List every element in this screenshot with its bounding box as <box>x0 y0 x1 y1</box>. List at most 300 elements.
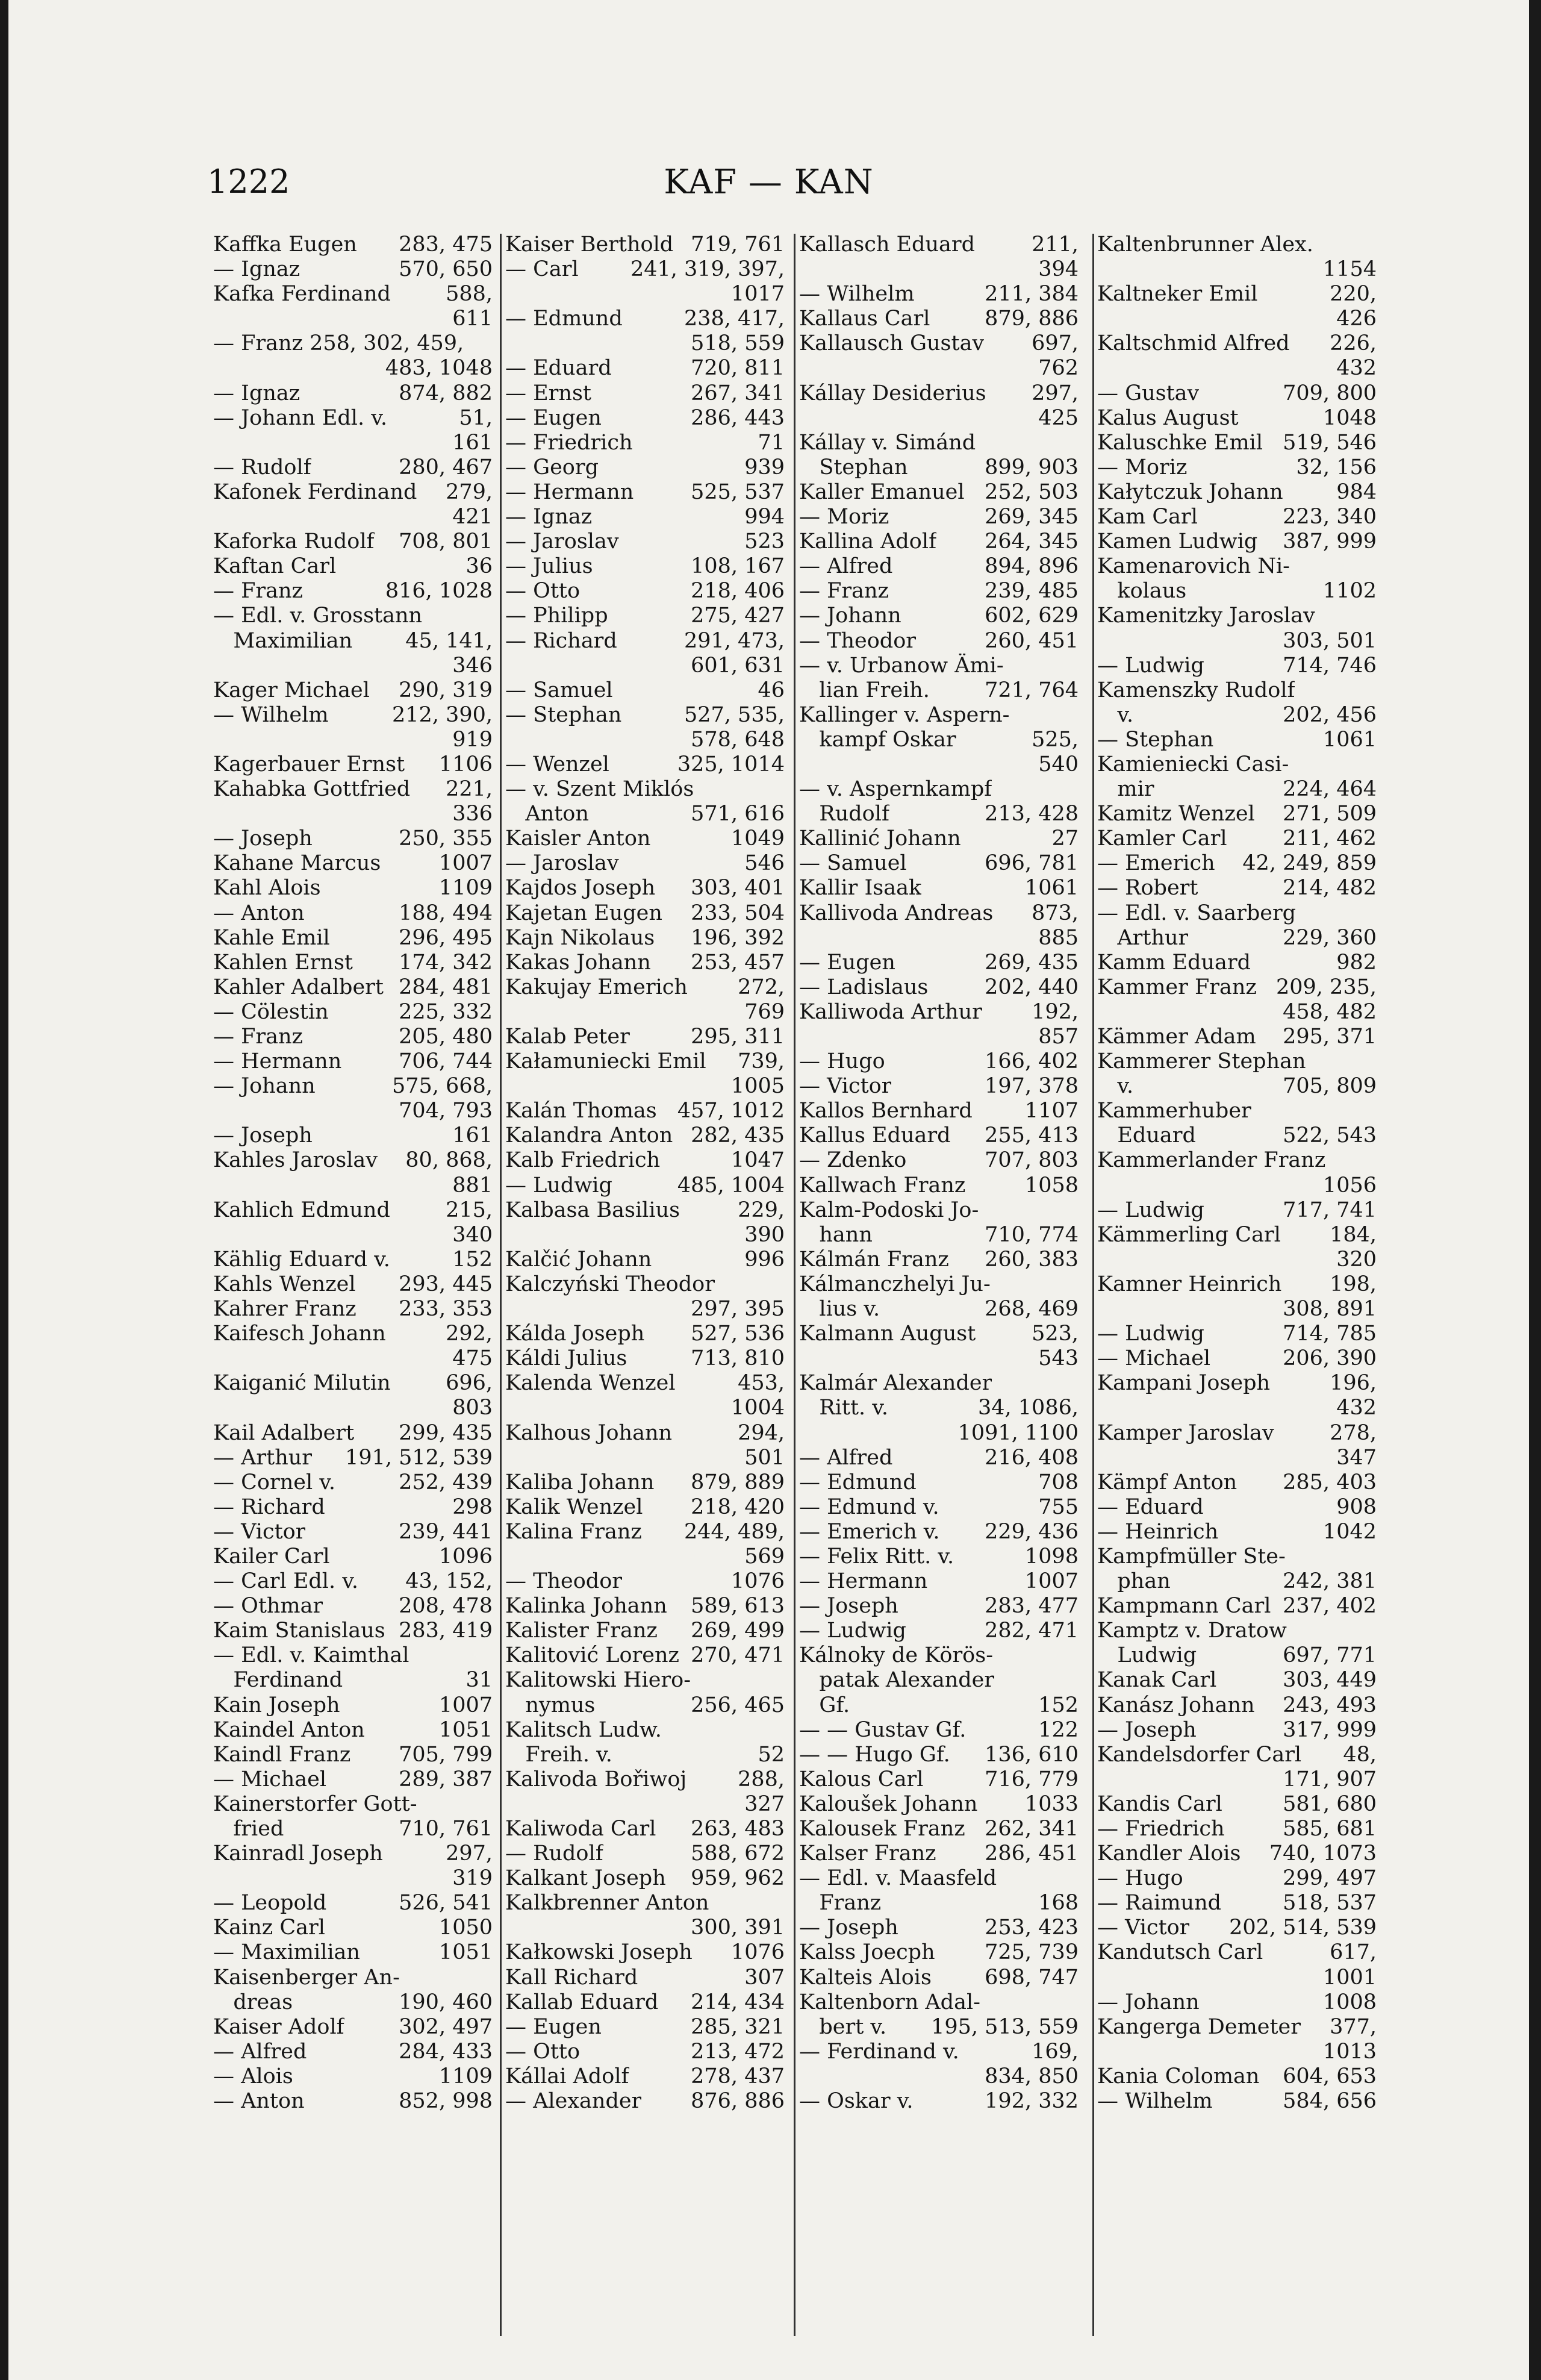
entry-name: Kaller Emanuel <box>799 479 965 504</box>
entry-pages: 1061 <box>1024 876 1079 901</box>
index-entry <box>213 802 493 826</box>
entry-name: — Ludwig <box>505 1173 612 1198</box>
entry-pages: 31 <box>465 1668 493 1693</box>
index-entry <box>799 1545 1079 1569</box>
index-entry <box>505 678 785 703</box>
entry-name: — Oskar v. <box>799 2089 914 2114</box>
entry-pages: 223, 340 <box>1283 505 1377 529</box>
entry-pages: 457, 1012 <box>677 1099 785 1123</box>
index-entry <box>799 678 1079 703</box>
index-entry <box>505 257 785 282</box>
entry-name: v. <box>1097 1074 1134 1099</box>
entry-pages: 394 <box>1038 257 1079 282</box>
page-number: 1222 <box>207 163 290 201</box>
entry-pages: 289, 387 <box>399 1767 493 1791</box>
entry-pages: 283, 475 <box>399 233 493 257</box>
entry-name: Arthur <box>1097 925 1189 950</box>
entry-pages: 291, 473, <box>684 628 785 653</box>
index-entry <box>799 1594 1079 1619</box>
entry-name: Kalus August <box>1097 405 1239 430</box>
index-entry <box>213 529 493 554</box>
index-entry <box>799 406 1079 431</box>
index-entry <box>213 2064 493 2089</box>
entry-pages <box>781 777 785 802</box>
entry-name: — Victor <box>213 1519 306 1544</box>
entry-pages: 197, 378 <box>985 1074 1079 1099</box>
index-entry <box>505 431 785 455</box>
entry-pages: 196, <box>1330 1371 1377 1396</box>
index-entry <box>213 975 493 1000</box>
index-entry <box>1097 307 1377 331</box>
index-entry <box>799 1792 1079 1817</box>
entry-name: Kalán Thomas <box>505 1099 657 1123</box>
index-entry <box>213 1248 493 1272</box>
index-entry <box>505 1074 785 1099</box>
entry-pages: 585, 681 <box>1283 1817 1377 1841</box>
entry-pages: 253, 423 <box>985 1916 1079 1940</box>
entry-name: Kajn Nikolaus <box>505 925 655 950</box>
entry-name: — Richard <box>505 628 617 653</box>
index-entry <box>799 1767 1079 1792</box>
entry-pages: 588, <box>446 282 493 307</box>
entry-pages: 216, 408 <box>985 1445 1079 1470</box>
index-entry <box>213 629 493 654</box>
index-entry <box>213 703 493 728</box>
entry-name: Kainradl Joseph <box>213 1841 383 1866</box>
entry-pages: 1005 <box>730 1074 785 1099</box>
index-entry <box>213 1841 493 1866</box>
entry-pages: 876, 886 <box>691 2089 785 2114</box>
entry-name: — Joseph <box>213 826 313 851</box>
entry-name: Kaisenberger An- <box>213 1965 400 1990</box>
index-entry <box>213 1520 493 1545</box>
entry-pages: 426 <box>1336 307 1377 331</box>
entry-pages: 713, 810 <box>691 1346 785 1371</box>
index-entry <box>1097 1223 1377 1248</box>
entry-name: Kalik Wenzel <box>505 1495 643 1519</box>
entry-name: mir <box>1097 777 1154 802</box>
entry-pages: 295, 311 <box>691 1025 785 1049</box>
index-entry <box>505 629 785 654</box>
entry-pages <box>1075 1643 1079 1668</box>
entry-pages: 282, 471 <box>985 1619 1079 1643</box>
entry-name: — Edl. v. Maasfeld <box>799 1866 997 1891</box>
entry-name: — Edmund <box>799 1470 917 1495</box>
entry-name: bert v. <box>799 2014 887 2039</box>
entry-name: — Alfred <box>799 1445 893 1470</box>
entry-pages: 269, 345 <box>985 505 1079 529</box>
index-entry <box>213 876 493 901</box>
entry-pages: 714, 746 <box>1283 653 1377 678</box>
index-entry <box>505 1940 785 1965</box>
entry-name: Kaindl Franz <box>213 1742 351 1767</box>
entry-pages: 546 <box>744 851 785 876</box>
entry-pages: 707, 803 <box>985 1148 1079 1173</box>
entry-pages: 589, 613 <box>691 1594 785 1619</box>
entry-pages: 1056 <box>1322 1173 1377 1198</box>
entry-name: Kaforka Rudolf <box>213 529 375 554</box>
entry-pages <box>1373 554 1377 579</box>
entry-name: Kahabka Gottfried <box>213 777 411 802</box>
index-entry <box>799 1297 1079 1322</box>
entry-name: dreas <box>213 1990 293 2014</box>
entry-pages: 213, 428 <box>985 802 1079 826</box>
entry-name: — Michael <box>213 1767 327 1791</box>
entry-pages: 229, 436 <box>985 1519 1079 1544</box>
entry-name: Kammer Franz <box>1097 975 1257 999</box>
index-entry <box>505 1866 785 1891</box>
index-entry <box>213 1940 493 1965</box>
index-entry <box>1097 1866 1377 1891</box>
index-entry <box>505 1322 785 1346</box>
entry-pages: 1004 <box>730 1396 785 1420</box>
entry-name: Kallab Eduard <box>505 1990 659 2014</box>
entry-name: — Julius <box>505 554 593 579</box>
index-entry <box>1097 951 1377 975</box>
entry-pages: 285, 403 <box>1283 1470 1377 1495</box>
entry-pages: 725, 739 <box>985 1940 1079 1965</box>
index-entry <box>1097 1718 1377 1743</box>
entry-pages: 834, 850 <box>985 2064 1079 2088</box>
entry-name: Kamenitzky Jaroslav <box>1097 604 1315 628</box>
index-entry <box>799 2064 1079 2089</box>
entry-pages: 575, 668, <box>392 1074 493 1099</box>
index-entry <box>1097 1817 1377 1841</box>
entry-pages: 174, 342 <box>399 950 493 975</box>
entry-pages <box>1373 1619 1377 1643</box>
entry-name: — Raimund <box>1097 1891 1222 1916</box>
entry-pages: 571, 616 <box>691 802 785 826</box>
entry-name: — Wilhelm <box>213 702 329 727</box>
entry-name: kolaus <box>1097 579 1187 604</box>
index-entry <box>505 703 785 728</box>
index-entry <box>213 1297 493 1322</box>
entry-pages: 908 <box>1336 1495 1377 1519</box>
index-entry <box>799 1025 1079 1049</box>
index-entry <box>799 1693 1079 1718</box>
index-entry <box>799 455 1079 480</box>
entry-pages: 719, 761 <box>691 233 785 257</box>
entry-name: — Leopold <box>213 1891 327 1916</box>
entry-pages: 171, 907 <box>1283 1767 1377 1791</box>
index-entry <box>799 1940 1079 1965</box>
entry-pages: 857 <box>1038 1025 1079 1049</box>
entry-name: Kállay Desiderius <box>799 381 986 405</box>
entry-name: — Othmar <box>213 1594 323 1619</box>
entry-name: Kahls Wenzel <box>213 1272 356 1296</box>
entry-name: Kalčić Johann <box>505 1247 652 1272</box>
index-entry <box>213 926 493 951</box>
entry-pages: 286, 443 <box>691 405 785 430</box>
entry-pages: 526, 541 <box>399 1891 493 1916</box>
entry-pages: 152 <box>1038 1693 1079 1717</box>
entry-name: Kaiser Adolf <box>213 2014 344 2039</box>
entry-pages <box>1075 1866 1079 1891</box>
entry-pages: 1048 <box>1322 405 1377 430</box>
entry-pages: 525, <box>1032 727 1079 752</box>
index-entry <box>799 307 1079 331</box>
entry-name: Kakujay Emerich <box>505 975 688 999</box>
entry-pages: 42, 249, 859 <box>1242 851 1377 876</box>
entry-name: — Moriz <box>1097 455 1188 479</box>
index-entry <box>799 331 1079 356</box>
entry-name: Kallir Isaak <box>799 876 922 901</box>
entry-name: Kain Joseph <box>213 1693 340 1717</box>
index-entry <box>799 1000 1079 1025</box>
index-entry <box>1097 1940 1377 1965</box>
index-entry <box>1097 1619 1377 1643</box>
entry-pages: 290, 319 <box>399 678 493 702</box>
entry-name: Kałytczuk Johann <box>1097 479 1283 504</box>
entry-name: — Eugen <box>799 950 895 975</box>
entry-pages: 244, 489, <box>684 1519 785 1544</box>
entry-pages: 1051 <box>438 1717 493 1742</box>
entry-pages: 43, 152, <box>405 1569 493 1594</box>
index-entry <box>1097 752 1377 777</box>
index-entry <box>505 1272 785 1297</box>
index-entry <box>799 356 1079 381</box>
entry-pages: 994 <box>744 505 785 529</box>
entry-pages: 1107 <box>1024 1099 1079 1123</box>
index-entry <box>213 1767 493 1792</box>
entry-pages: 267, 341 <box>691 381 785 405</box>
index-entry <box>505 851 785 876</box>
index-entry <box>1097 1966 1377 1990</box>
entry-pages: 1076 <box>730 1940 785 1965</box>
entry-pages: 570, 650 <box>399 257 493 282</box>
entry-name: Kampmann Carl <box>1097 1594 1271 1619</box>
index-entry <box>1097 802 1377 826</box>
index-entry <box>505 1148 785 1173</box>
entry-pages: 303, 501 <box>1283 628 1377 653</box>
entry-pages: 264, 345 <box>985 529 1079 554</box>
entry-pages: 169, <box>1032 2039 1079 2064</box>
index-entry <box>213 1495 493 1520</box>
entry-name: lian Freih. <box>799 678 930 702</box>
entry-pages <box>781 1891 785 1916</box>
entry-pages: 253, 457 <box>691 950 785 975</box>
index-entry <box>213 1322 493 1346</box>
index-entry <box>213 1000 493 1025</box>
entry-name: Kamper Jaroslav <box>1097 1420 1274 1445</box>
index-entry <box>1097 233 1377 257</box>
index-entry <box>1097 851 1377 876</box>
entry-name: — Johann Edl. v. <box>213 405 387 430</box>
entry-name: Eduard <box>1097 1123 1196 1148</box>
index-entry <box>505 1594 785 1619</box>
index-entry <box>505 356 785 381</box>
entry-name: Kall Richard <box>505 1965 638 1990</box>
entry-name: Kallus Eduard <box>799 1123 951 1148</box>
index-entry <box>799 2040 1079 2064</box>
entry-name: — Ladislaus <box>799 975 929 999</box>
entry-pages: 278, <box>1330 1420 1377 1445</box>
index-entry <box>1097 1545 1377 1569</box>
entry-pages <box>1373 1099 1377 1123</box>
entry-name: Kania Coloman <box>1097 2064 1260 2088</box>
index-entry <box>799 431 1079 455</box>
entry-name: — Otto <box>505 579 581 604</box>
index-entry <box>213 1643 493 1668</box>
index-entry <box>213 1569 493 1594</box>
entry-pages: 224, 464 <box>1283 777 1377 802</box>
entry-name: — Alfred <box>799 554 893 579</box>
entry-pages: 543 <box>1038 1346 1079 1371</box>
entry-pages: 377, <box>1330 2014 1377 2039</box>
entry-pages: 302, 497 <box>399 2014 493 2039</box>
entry-pages: 46 <box>758 678 785 702</box>
entry-name: Kallinić Johann <box>799 826 961 851</box>
entry-pages: 525, 537 <box>691 479 785 504</box>
entry-name: Kamieniecki Casi- <box>1097 752 1289 776</box>
index-entry <box>799 851 1079 876</box>
entry-pages <box>781 1718 785 1743</box>
entry-pages: 432 <box>1336 1396 1377 1420</box>
index-entry <box>213 455 493 480</box>
entry-pages: 268, 469 <box>985 1297 1079 1322</box>
entry-pages: 218, 420 <box>691 1495 785 1519</box>
entry-pages: 1033 <box>1024 1791 1079 1816</box>
index-entry <box>213 2015 493 2040</box>
entry-name: — Carl Edl. v. <box>213 1569 358 1594</box>
entry-pages: 1109 <box>438 2064 493 2088</box>
entry-pages <box>1373 752 1377 777</box>
entry-pages: 52 <box>758 1742 785 1767</box>
entry-pages: 696, 781 <box>985 851 1079 876</box>
index-entry <box>1097 1148 1377 1173</box>
entry-pages: 1096 <box>438 1544 493 1569</box>
entry-pages <box>781 1668 785 1693</box>
index-entry <box>213 1743 493 1767</box>
entry-name: — Victor <box>799 1074 892 1099</box>
index-entry <box>505 1569 785 1594</box>
entry-name: — Ludwig <box>799 1619 906 1643</box>
entry-pages: 191, 512, 539 <box>345 1445 493 1470</box>
entry-pages: 220, <box>1330 282 1377 307</box>
entry-pages: 293, 445 <box>399 1272 493 1296</box>
index-entry <box>213 431 493 455</box>
entry-pages: 390 <box>744 1222 785 1247</box>
index-entry <box>1097 1371 1377 1396</box>
entry-name: Gf. <box>799 1693 850 1717</box>
entry-name: — Maximilian <box>213 1940 360 1965</box>
entry-name: Kailer Carl <box>213 1544 330 1569</box>
index-entry <box>213 1891 493 1916</box>
index-entry <box>799 951 1079 975</box>
entry-pages: 874, 882 <box>399 381 493 405</box>
index-entry <box>213 1545 493 1569</box>
index-entry <box>799 554 1079 579</box>
entry-name: Kamler Carl <box>1097 826 1227 851</box>
index-column-3 <box>799 233 1079 2114</box>
index-entry <box>213 728 493 752</box>
entry-name: — Franz <box>799 579 889 604</box>
entry-name: Kalss Joecph <box>799 1940 935 1965</box>
entry-name: patak Alexander <box>799 1668 995 1693</box>
index-entry <box>1097 554 1377 579</box>
entry-pages: 32, 156 <box>1296 455 1377 479</box>
index-entry <box>799 1396 1079 1420</box>
entry-name: — Richard <box>213 1495 325 1519</box>
entry-pages: 300, 391 <box>691 1916 785 1940</box>
entry-name: — Cornel v. <box>213 1470 336 1495</box>
entry-name: Kaim Stanislaus <box>213 1619 385 1643</box>
index-entry <box>213 826 493 851</box>
index-entry <box>505 876 785 901</box>
entry-name: Kálda Joseph <box>505 1322 645 1346</box>
entry-name: — Ludwig <box>1097 1198 1204 1222</box>
index-entry <box>505 604 785 628</box>
entry-name: Kalm-Podoski Jo- <box>799 1198 979 1222</box>
entry-pages: 202, 440 <box>985 975 1079 999</box>
index-entry <box>799 1173 1079 1198</box>
entry-name: Kaisler Anton <box>505 826 651 851</box>
entry-name: Kaindel Anton <box>213 1717 365 1742</box>
entry-pages: 881 <box>452 1173 493 1198</box>
entry-pages: 769 <box>744 999 785 1024</box>
entry-name: Kafonek Ferdinand <box>213 479 417 504</box>
entry-name: Kałamuniecki Emil <box>505 1049 706 1074</box>
index-entry <box>213 1223 493 1248</box>
entry-name: Kagerbauer Ernst <box>213 752 405 776</box>
entry-pages: 317, 999 <box>1283 1717 1377 1742</box>
entry-pages: 501 <box>744 1445 785 1470</box>
index-entry <box>1097 1470 1377 1495</box>
entry-name: Kallos Bernhard <box>799 1099 973 1123</box>
index-entry <box>1097 1297 1377 1322</box>
entry-name: Kangerga Demeter <box>1097 2014 1301 2039</box>
index-entry <box>799 1074 1079 1099</box>
index-entry <box>799 1322 1079 1346</box>
entry-pages <box>489 1966 493 1990</box>
index-entry <box>799 1049 1079 1074</box>
entry-name: — Eugen <box>505 2014 602 2039</box>
entry-name: — Carl <box>505 257 579 282</box>
entry-name: — Friedrich <box>505 430 633 455</box>
index-entry <box>505 951 785 975</box>
index-entry <box>505 331 785 356</box>
index-entry <box>213 1025 493 1049</box>
index-entry <box>1097 876 1377 901</box>
entry-pages: 873, <box>1032 901 1079 925</box>
entry-pages: 297, <box>1032 381 1079 405</box>
entry-pages: 307 <box>744 1965 785 1990</box>
entry-pages: 288, <box>738 1767 785 1791</box>
entry-pages: 540 <box>1038 752 1079 776</box>
entry-pages <box>1075 431 1079 455</box>
entry-pages: 919 <box>452 727 493 752</box>
index-entry <box>505 554 785 579</box>
entry-pages: 325, 1014 <box>677 752 785 776</box>
index-entry <box>505 752 785 777</box>
entry-pages: 601, 631 <box>691 653 785 678</box>
index-entry <box>505 282 785 307</box>
entry-name: Kaltneker Emil <box>1097 282 1258 307</box>
entry-name: Kählig Eduard v. <box>213 1247 390 1272</box>
entry-name: Kamenszky Rudolf <box>1097 678 1295 702</box>
entry-pages: 1154 <box>1322 257 1377 282</box>
index-entry <box>1097 1446 1377 1470</box>
index-entry <box>505 1025 785 1049</box>
column-rule <box>500 234 502 2336</box>
entry-pages: 319 <box>452 1866 493 1891</box>
column-rule <box>794 234 795 2336</box>
entry-pages <box>1373 604 1377 628</box>
entry-name: Kalenda Wenzel <box>505 1371 676 1396</box>
entry-pages: 208, 478 <box>399 1594 493 1619</box>
entry-name: Kalousek Franz <box>799 1817 965 1841</box>
index-entry <box>505 1173 785 1198</box>
